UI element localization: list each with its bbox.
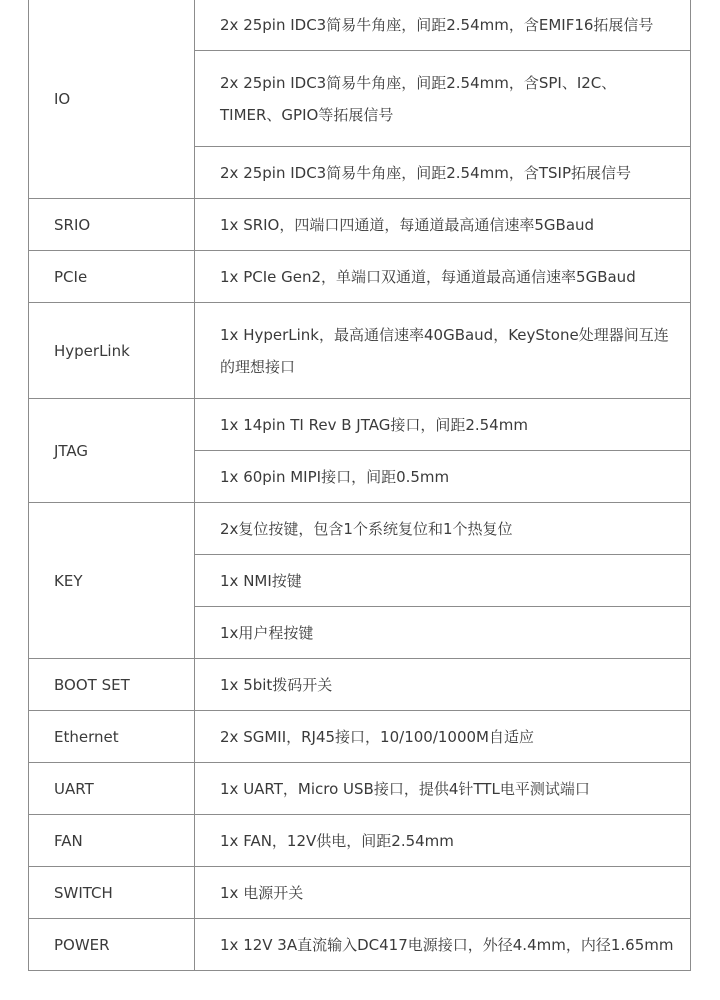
row-value: 1x NMI按键 [195, 555, 691, 607]
row-value: 1x 电源开关 [195, 867, 691, 919]
row-label-uart: UART [29, 763, 195, 815]
table-row [29, 919, 691, 971]
row-label-switch: SWITCH [29, 867, 195, 919]
row-value: 2x 25pin IDC3简易牛角座，间距2.54mm，含TSIP拓展信号 [195, 147, 691, 199]
table-row [29, 303, 691, 399]
row-value: 1x 12V 3A直流输入DC417电源接口，外径4.4mm，内径1.65mm [195, 919, 691, 971]
table-row [29, 199, 691, 251]
row-label-fan: FAN [29, 815, 195, 867]
row-value: 1x用户程按键 [195, 607, 691, 659]
row-label-hyperlink: HyperLink [29, 303, 195, 399]
table-row [29, 711, 691, 763]
table-row [29, 659, 691, 711]
row-value: 2x复位按键，包含1个系统复位和1个热复位 [195, 503, 691, 555]
row-value: 1x 14pin TI Rev B JTAG接口，间距2.54mm [195, 399, 691, 451]
row-value: 1x 60pin MIPI接口，间距0.5mm [195, 451, 691, 503]
row-label-power: POWER [29, 919, 195, 971]
table-row [29, 763, 691, 815]
row-value: 2x SGMII，RJ45接口，10/100/1000M自适应 [195, 711, 691, 763]
row-value: 1x PCIe Gen2，单端口双通道，每通道最高通信速率5GBaud [195, 251, 691, 303]
table-row [29, 503, 691, 555]
row-label-boot-set: BOOT SET [29, 659, 195, 711]
row-label-jtag: JTAG [29, 399, 195, 503]
table-row [29, 867, 691, 919]
row-label-io: IO [29, 0, 195, 199]
row-value: 2x 25pin IDC3简易牛角座，间距2.54mm，含SPI、I2C、TIMER、GPIO等拓展信号 [195, 51, 691, 147]
row-label-ethernet: Ethernet [29, 711, 195, 763]
row-value: 1x FAN，12V供电，间距2.54mm [195, 815, 691, 867]
row-value: 1x 5bit拨码开关 [195, 659, 691, 711]
row-value: 1x UART，Micro USB接口，提供4针TTL电平测试端口 [195, 763, 691, 815]
row-value: 1x SRIO，四端口四通道，每通道最高通信速率5GBaud [195, 199, 691, 251]
row-value: 2x 25pin IDC3简易牛角座，间距2.54mm，含EMIF16拓展信号 [195, 0, 691, 51]
row-label-key: KEY [29, 503, 195, 659]
spec-table [28, 0, 691, 971]
row-label-pcie: PCIe [29, 251, 195, 303]
row-label-srio: SRIO [29, 199, 195, 251]
table-row [29, 251, 691, 303]
row-value: 1x HyperLink，最高通信速率40GBaud，KeyStone处理器间互连的理想接口 [195, 303, 691, 399]
table-row [29, 0, 691, 51]
table-row [29, 399, 691, 451]
table-row [29, 815, 691, 867]
